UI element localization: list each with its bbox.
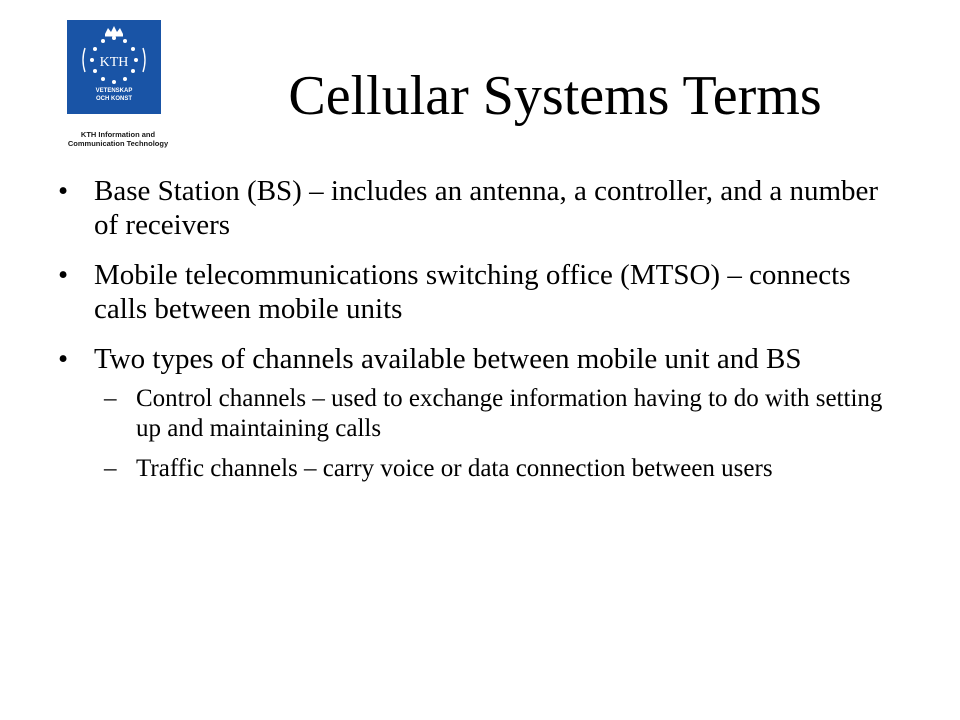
logo-caption-line-2: Communication Technology (67, 139, 169, 148)
sub-bullet-list (58, 384, 904, 484)
slide-body (58, 174, 904, 494)
sub-bullet-text: Traffic channels – carry voice or data connection between users (136, 455, 773, 482)
sub-bullet-marker: – (104, 455, 117, 482)
bullet-marker: • (58, 343, 69, 375)
kth-emblem-motto-2: OCH KONST (96, 96, 132, 102)
kth-emblem (67, 20, 161, 114)
kth-emblem-motto-1: VETENSKAP (95, 88, 133, 94)
bullet-item (58, 258, 904, 326)
sub-bullet-item (58, 454, 904, 484)
bullet-marker: • (58, 175, 69, 207)
kth-emblem-text: KTH (99, 55, 129, 70)
bullet-item (58, 174, 904, 242)
bullet-text: Mobile telecommunications switching office (MTSO) – connects calls between mobile units (94, 259, 851, 325)
slide-title: Cellular Systems Terms (288, 65, 822, 127)
logo-caption-line-1: KTH Information and (80, 130, 156, 139)
bullet-item (58, 342, 904, 376)
kth-crown-emblem-icon (67, 20, 161, 114)
bullet-text: Two types of channels available between mobile unit and BS (94, 343, 802, 375)
sub-bullet-marker: – (104, 385, 117, 412)
sub-bullet-item (58, 384, 904, 444)
sub-bullet-text: Control channels – used to exchange information having to do with setting up and maintaining calls (136, 385, 883, 442)
bullet-text: Base Station (BS) – includes an antenna, a controller, and a number of receivers (94, 175, 879, 241)
bullet-marker: • (58, 259, 69, 291)
logo-caption (48, 130, 188, 148)
